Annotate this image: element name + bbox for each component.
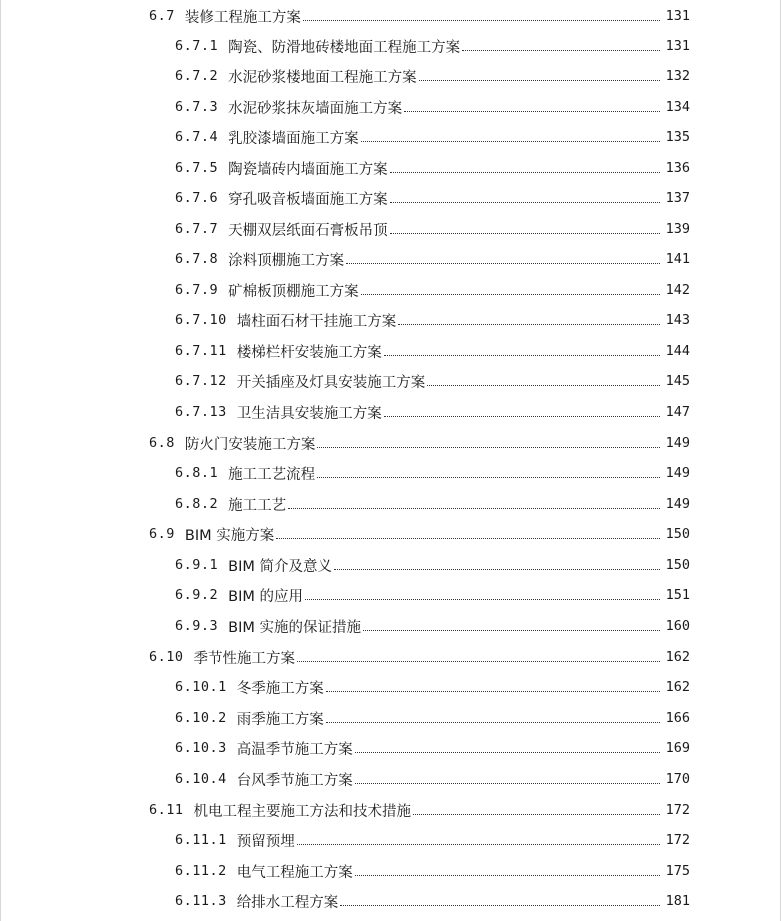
toc-entry-6-10-1[interactable]: [175, 672, 690, 702]
toc-dot-leader: [297, 661, 660, 662]
toc-entry-number: 6.7.1: [175, 38, 219, 54]
toc-entry-6-7-5[interactable]: [175, 153, 690, 183]
toc-entry-page: 172: [665, 832, 690, 848]
toc-entry-page: 144: [665, 343, 690, 359]
toc-entry-number: 6.7.3: [175, 99, 219, 115]
toc-dot-leader: [340, 905, 660, 906]
toc-dot-leader: [334, 569, 660, 570]
toc-dot-leader: [361, 141, 660, 142]
toc-entry-6-10-3[interactable]: [175, 733, 690, 763]
toc-entry-title: 天棚双层纸面石膏板吊顶: [228, 222, 388, 239]
toc-entry-page: 166: [665, 710, 690, 726]
toc-dot-leader: [305, 599, 660, 600]
toc-entry-6-7-8[interactable]: [175, 244, 690, 274]
toc-entry-number: 6.9.2: [175, 587, 219, 603]
toc-entry-6-7-10[interactable]: [175, 305, 690, 335]
toc-entry-title: 穿孔吸音板墙面施工方案: [228, 191, 388, 208]
toc-entry-page: 131: [665, 38, 690, 54]
toc-entry-6-7[interactable]: [149, 1, 690, 31]
toc-entry-number: 6.7.6: [175, 190, 219, 206]
toc-entry-number: 6.7.5: [175, 160, 219, 176]
toc-entry-page: 131: [665, 8, 690, 24]
toc-dot-leader: [398, 324, 660, 325]
toc-entry-6-7-3[interactable]: [175, 92, 690, 122]
toc-entry-page: 150: [665, 557, 690, 573]
toc-entry-number: 6.8: [149, 435, 175, 451]
toc-entry-title: 矿棉板顶棚施工方案: [228, 283, 359, 300]
toc-entry-page: 162: [665, 679, 690, 695]
toc-entry-number: 6.10: [149, 649, 184, 665]
toc-dot-leader: [462, 50, 660, 51]
toc-entry-number: 6.8.1: [175, 465, 219, 481]
toc-entry-page: 149: [665, 435, 690, 451]
toc-entry-title: 冬季施工方案: [236, 680, 324, 697]
toc-entry-6-7-12[interactable]: [175, 366, 690, 396]
toc-dot-leader: [355, 875, 660, 876]
toc-entry-number: 6.9: [149, 526, 175, 542]
toc-dot-leader: [404, 111, 660, 112]
toc-entry-page: 141: [665, 251, 690, 267]
toc-entry-number: 6.7.13: [175, 404, 227, 420]
toc-entry-title: 水泥砂浆楼地面工程施工方案: [228, 69, 417, 86]
toc-entry-title: 陶瓷墙砖内墙面施工方案: [228, 161, 388, 178]
toc-entry-title: 装修工程施工方案: [184, 9, 301, 26]
toc-entry-page: 139: [665, 221, 690, 237]
toc-entry-title: 卫生洁具安装施工方案: [236, 405, 382, 422]
toc-dot-leader: [384, 416, 660, 417]
toc-entry-number: 6.10.1: [175, 679, 227, 695]
toc-entry-page: 151: [665, 587, 690, 603]
toc-entry-number: 6.7.11: [175, 343, 227, 359]
toc-entry-page: 160: [665, 618, 690, 634]
toc-entry-title: 涂料顶棚施工方案: [228, 252, 345, 269]
toc-entry-6-7-2[interactable]: [175, 61, 690, 91]
toc-dot-leader: [384, 355, 660, 356]
toc-entry-6-10-4[interactable]: [175, 764, 690, 794]
toc-entry-6-7-9[interactable]: [175, 275, 690, 305]
toc-entry-title: 机电工程主要施工方法和技术措施: [193, 803, 412, 820]
toc-entry-title: 陶瓷、防滑地砖楼地面工程施工方案: [228, 39, 461, 56]
toc-entry-number: 6.10.2: [175, 710, 227, 726]
toc-entry-page: 143: [665, 312, 690, 328]
toc-entry-6-9-1[interactable]: [175, 550, 690, 580]
toc-entry-page: 145: [665, 373, 690, 389]
toc-entry-6-7-1[interactable]: [175, 31, 690, 61]
toc-entry-6-9-3[interactable]: [175, 611, 690, 641]
toc-dot-leader: [355, 783, 660, 784]
toc-entry-title: BIM 简介及意义: [228, 558, 332, 575]
toc-dot-leader: [346, 263, 660, 264]
toc-dot-leader: [317, 447, 660, 448]
toc-entry-title: 电气工程施工方案: [236, 864, 353, 881]
toc-entry-title: 高温季节施工方案: [236, 741, 353, 758]
toc-dot-leader: [361, 294, 660, 295]
toc-dot-leader: [427, 385, 660, 386]
toc-entry-number: 6.7.7: [175, 221, 219, 237]
toc-entry-6-7-13[interactable]: [175, 397, 690, 427]
toc-entry-6-7-6[interactable]: [175, 183, 690, 213]
toc-entry-page: 142: [665, 282, 690, 298]
toc-entry-number: 6.7.10: [175, 312, 227, 328]
toc-entry-page: 175: [665, 863, 690, 879]
toc-entry-title: 防火门安装施工方案: [184, 436, 316, 453]
toc-dot-leader: [390, 172, 660, 173]
toc-entry-6-11[interactable]: [149, 795, 690, 825]
toc-entry-page: 150: [665, 526, 690, 542]
toc-entry-number: 6.7.8: [175, 251, 219, 267]
toc-entry-6-7-4[interactable]: [175, 122, 690, 152]
toc-entry-6-7-11[interactable]: [175, 336, 690, 366]
toc-entry-number: 6.10.4: [175, 771, 227, 787]
toc-entry-page: 172: [665, 802, 690, 818]
toc-entry-number: 6.10.3: [175, 740, 227, 756]
toc-dot-leader: [297, 844, 660, 845]
toc-entry-number: 6.7.12: [175, 373, 227, 389]
toc-entry-title: 雨季施工方案: [236, 711, 324, 728]
toc-entry-6-8-1[interactable]: [175, 458, 690, 488]
toc-entry-page: 135: [665, 129, 690, 145]
toc-entry-title: 施工工艺: [228, 497, 287, 514]
toc-entry-title: 预留预埋: [236, 833, 295, 850]
toc-entry-page: 162: [665, 649, 690, 665]
toc-entry-number: 6.9.3: [175, 618, 219, 634]
toc-entry-6-10[interactable]: [149, 642, 690, 672]
toc-entry-title: BIM 实施方案: [184, 527, 275, 544]
toc-dot-leader: [355, 752, 660, 753]
toc-entry-6-8[interactable]: [149, 428, 690, 458]
toc-dot-leader: [326, 691, 660, 692]
toc-dot-leader: [390, 233, 660, 234]
toc-entry-title: 给排水工程方案: [236, 894, 339, 911]
toc-dot-leader: [419, 80, 660, 81]
toc-entry-number: 6.8.2: [175, 496, 219, 512]
toc-entry-title: 开关插座及灯具安装施工方案: [236, 374, 426, 391]
toc-dot-leader: [303, 20, 660, 21]
toc-entry-number: 6.11: [149, 802, 184, 818]
toc-entry-page: 149: [665, 465, 690, 481]
toc-entry-title: BIM 实施的保证措施: [228, 619, 361, 636]
toc-entry-number: 6.11.3: [175, 893, 227, 909]
toc-entry-number: 6.7.4: [175, 129, 219, 145]
toc-entry-page: 181: [665, 893, 690, 909]
toc-entry-number: 6.7.2: [175, 68, 219, 84]
toc-entry-number: 6.7.9: [175, 282, 219, 298]
toc-entry-number: 6.11.2: [175, 863, 227, 879]
toc-entry-page: 134: [665, 99, 690, 115]
toc-entry-6-8-2[interactable]: [175, 489, 690, 519]
toc-dot-leader: [276, 538, 660, 539]
toc-entry-page: 132: [665, 68, 690, 84]
toc-dot-leader: [363, 630, 660, 631]
toc-dot-leader: [413, 814, 660, 815]
toc-entry-title: 台风季节施工方案: [236, 772, 353, 789]
toc-entry-title: BIM 的应用: [228, 588, 303, 605]
toc-entry-number: 6.11.1: [175, 832, 227, 848]
toc-entry-6-9-2[interactable]: [175, 580, 690, 610]
toc-entry-6-11-1[interactable]: [175, 825, 690, 855]
toc-entry-title: 水泥砂浆抹灰墙面施工方案: [228, 100, 403, 117]
toc-entry-title: 施工工艺流程: [228, 466, 316, 483]
toc-entry-page: 136: [665, 160, 690, 176]
toc-entry-number: 6.7: [149, 8, 175, 24]
toc-entry-title: 季节性施工方案: [193, 650, 296, 667]
toc-entry-6-11-3[interactable]: [175, 886, 690, 916]
toc-entry-title: 楼梯栏杆安装施工方案: [236, 344, 382, 361]
toc-entry-6-11-2[interactable]: [175, 856, 690, 886]
toc-entry-title: 乳胶漆墙面施工方案: [228, 130, 359, 147]
toc-dot-leader: [326, 722, 660, 723]
toc-entry-6-9[interactable]: [149, 519, 690, 549]
toc-entry-page: 170: [665, 771, 690, 787]
toc-dot-leader: [288, 508, 660, 509]
toc-entry-6-7-7[interactable]: [175, 214, 690, 244]
toc-entry-page: 169: [665, 740, 690, 756]
toc-dot-leader: [390, 202, 660, 203]
toc-entry-page: 137: [665, 190, 690, 206]
toc-entry-page: 147: [665, 404, 690, 420]
toc-dot-leader: [317, 477, 660, 478]
toc-entry-number: 6.9.1: [175, 557, 219, 573]
toc-entry-page: 149: [665, 496, 690, 512]
toc-entry-title: 墙柱面石材干挂施工方案: [236, 313, 397, 330]
toc-entry-6-10-2[interactable]: [175, 703, 690, 733]
